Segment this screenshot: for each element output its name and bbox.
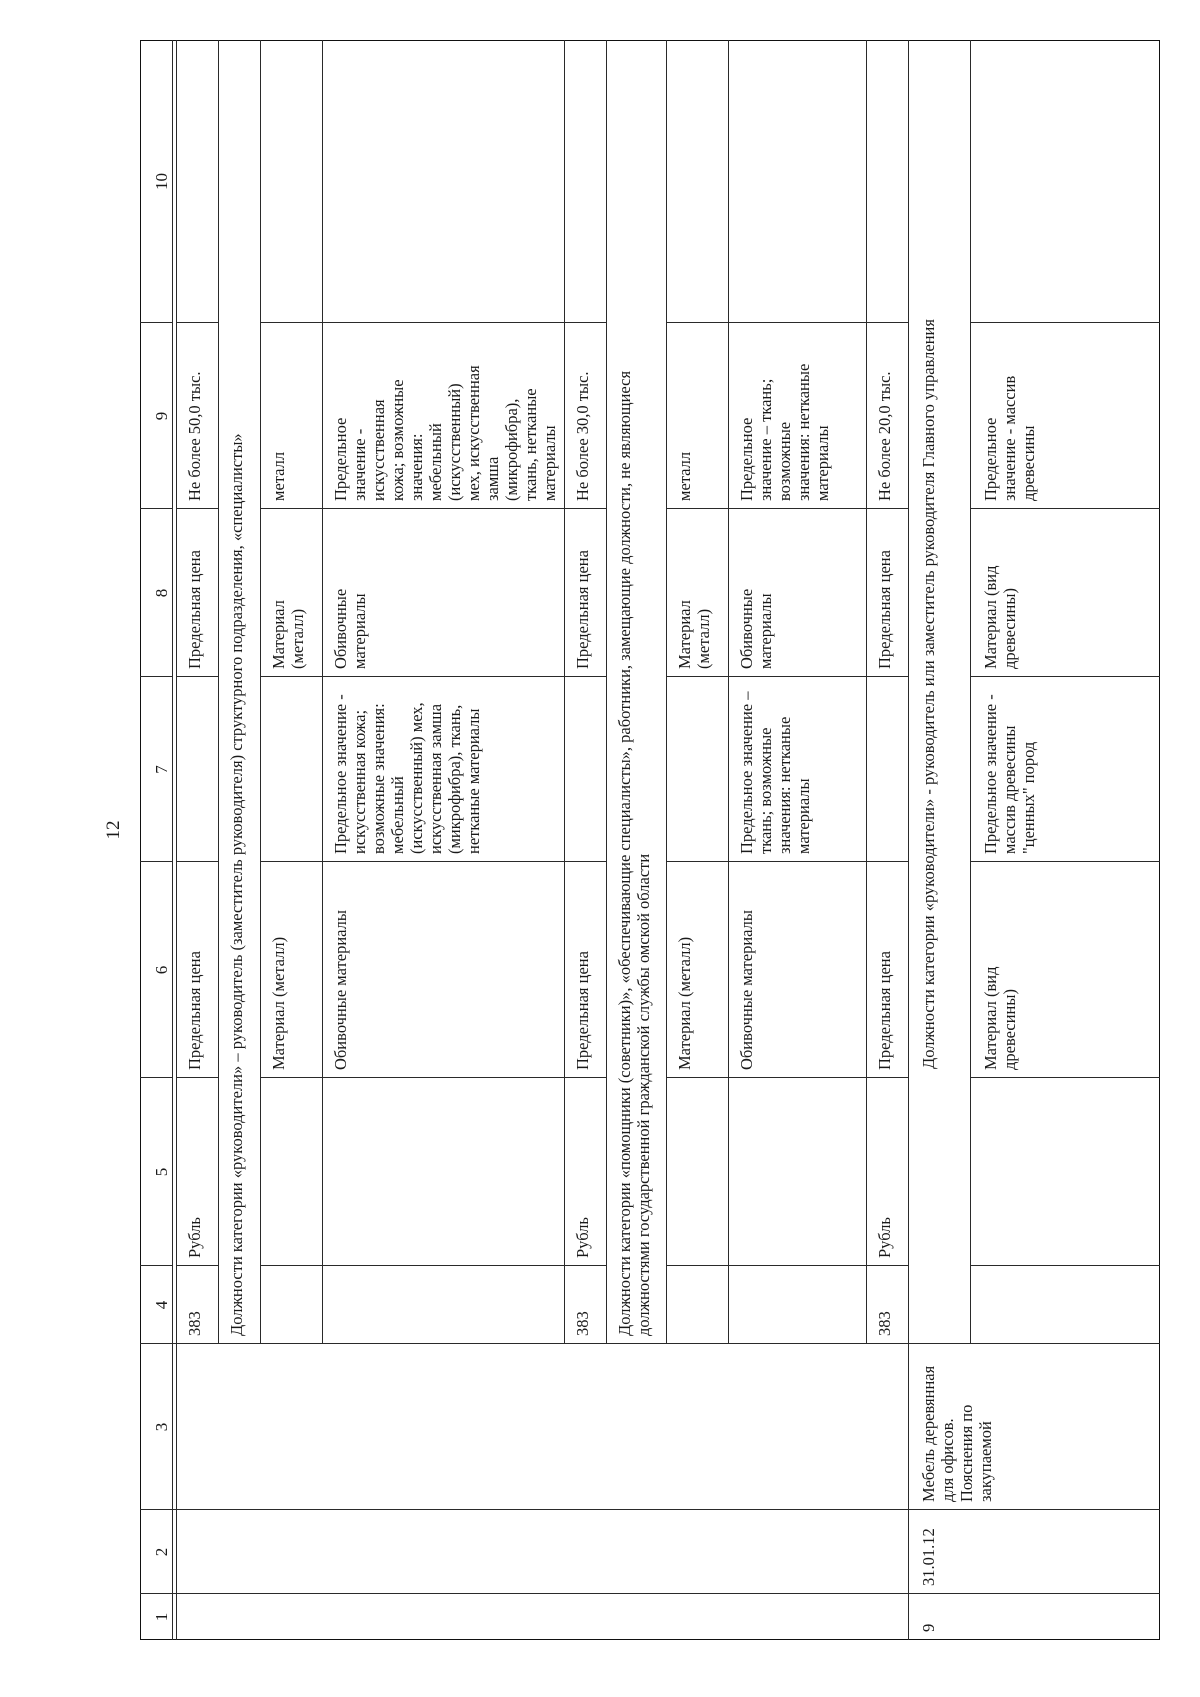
header-col-9: 9	[152, 411, 171, 421]
section-heading-managers-specialists: Должности категории «руководители» – руководитель (заместитель руководителя) структурного подразделения, «специалисты»	[227, 433, 246, 1336]
column-divider	[176, 1265, 218, 1266]
page-number: 12	[103, 820, 124, 840]
item-name: Мебель деревянная для офисов. Пояснения по закупаемой	[919, 1365, 995, 1502]
column-divider	[970, 1077, 1160, 1078]
column-divider	[970, 861, 1160, 862]
column-divider	[666, 676, 908, 677]
table-border	[140, 40, 1160, 41]
column-divider	[970, 1265, 1160, 1266]
column-divider	[260, 861, 606, 862]
row-5-value-approved: Не более 30,0 тыс.	[573, 371, 592, 501]
row-5-characteristic: Предельная цена	[573, 951, 592, 1070]
section-heading-assistants: Должности категории «помощники (советники)», «обеспечивающие специалисты», работники, замещающие должности, не являющиеся должностями государственной гражданской службы омской области	[615, 370, 653, 1336]
column-divider	[140, 322, 172, 323]
row-divider	[322, 40, 323, 1344]
column-divider	[176, 676, 218, 677]
row-5-code: 383	[573, 1311, 592, 1336]
column-divider	[140, 1343, 1160, 1344]
row-divider	[606, 40, 607, 1344]
column-divider	[140, 1077, 172, 1078]
header-col-4: 4	[152, 1300, 171, 1310]
column-divider	[140, 1509, 1160, 1510]
row-3-characteristic: Материал (металл)	[269, 936, 288, 1070]
column-divider	[140, 861, 172, 862]
column-divider	[140, 508, 172, 509]
row-divider	[260, 40, 261, 1344]
column-divider	[970, 676, 1160, 677]
column-divider	[970, 322, 1160, 323]
table-border	[140, 1639, 1160, 1640]
column-divider	[970, 508, 1160, 509]
row-5-characteristic-approved: Предельная цена	[573, 550, 592, 669]
row-9-characteristic: Предельная цена	[875, 951, 894, 1070]
row-divider	[866, 40, 867, 1344]
row-divider	[176, 40, 177, 1640]
row-1-code: 383	[185, 1311, 204, 1336]
row-divider	[970, 40, 971, 1344]
row-8-characteristic-approved: Обивочные материалы	[737, 588, 775, 669]
table-border	[140, 40, 141, 1640]
row-4-characteristic: Обивочные материалы	[331, 910, 350, 1070]
row-8-characteristic: Обивочные материалы	[737, 910, 756, 1070]
column-divider	[176, 322, 218, 323]
row-3-value-approved: металл	[269, 451, 288, 501]
header-col-1: 1	[152, 1612, 171, 1622]
header-col-5: 5	[152, 1167, 171, 1177]
column-divider	[140, 1593, 1160, 1594]
header-col-10: 10	[152, 173, 171, 190]
row-8-value: Предельное значение – ткань; возможные значения: нетканые материалы	[737, 691, 813, 854]
row-8-value-approved: Предельное значение – ткань; возможные значения: нетканые материалы	[737, 363, 832, 501]
row-divider	[172, 40, 173, 1640]
column-divider	[260, 508, 606, 509]
row-7-characteristic: Материал (металл)	[675, 936, 694, 1070]
column-divider	[666, 508, 908, 509]
column-divider	[176, 508, 218, 509]
table-border	[1159, 40, 1160, 1640]
row-9-value-approved: Не более 20,0 тыс.	[875, 371, 894, 501]
header-col-6: 6	[152, 965, 171, 975]
row-divider	[218, 40, 219, 1344]
column-divider	[666, 861, 908, 862]
row-divider	[564, 40, 565, 1344]
row-1-unit: Рубль	[185, 1217, 204, 1258]
row-1-characteristic: Предельная цена	[185, 951, 204, 1070]
header-col-8: 8	[152, 588, 171, 598]
column-divider	[140, 1265, 172, 1266]
row-11-value: Предельное значение - массив древесины "ценных" пород	[981, 694, 1038, 854]
row-4-characteristic-approved: Обивочные материалы	[331, 588, 369, 669]
row-9-unit: Рубль	[875, 1217, 894, 1258]
header-col-2: 2	[152, 1547, 171, 1557]
row-9-code: 383	[875, 1311, 894, 1336]
column-divider	[176, 1077, 218, 1078]
column-divider	[260, 676, 606, 677]
row-9-characteristic-approved: Предельная цена	[875, 550, 894, 669]
section-heading-head-of-department: Должности категории «руководители» - руководитель или заместитель руководителя Главного управления	[919, 319, 938, 1069]
row-7-characteristic-approved: Материал (металл)	[675, 600, 713, 669]
column-divider	[260, 322, 606, 323]
column-divider	[666, 1077, 908, 1078]
row-3-characteristic-approved: Материал (металл)	[269, 600, 307, 669]
column-divider	[176, 861, 218, 862]
row-4-value: Предельное значение - искусственная кожа; возможные значения: мебельный (искусственный) мех, искусственная замша (микрофибра), ткань, нетканые материалы	[331, 694, 483, 854]
column-divider	[260, 1265, 606, 1266]
row-5-unit: Рубль	[573, 1217, 592, 1258]
column-divider	[140, 676, 172, 677]
row-1-value-approved: Не более 50,0 тыс.	[185, 371, 204, 501]
row-4-value-approved: Предельное значение - искусственная кожа; возможные значения: мебельный (искусственный) мех, искусственная замша (микрофибра), ткань, нетканые материалы	[331, 365, 559, 501]
column-divider	[666, 1265, 908, 1266]
row-11-characteristic: Материал (вид древесины)	[981, 966, 1019, 1070]
row-7-value-approved: металл	[675, 451, 694, 501]
row-divider	[666, 40, 667, 1344]
item-number: 9	[919, 1623, 938, 1632]
rotated-table	[140, 40, 1160, 1640]
column-divider	[666, 322, 908, 323]
item-okpd-code: 31.01.12	[919, 1528, 938, 1586]
row-11-characteristic-approved: Материал (вид древесины)	[981, 565, 1019, 669]
header-col-3: 3	[152, 1422, 171, 1432]
column-divider	[260, 1077, 606, 1078]
row-11-value-approved: Предельное значение - массив древесины	[981, 375, 1038, 501]
row-divider	[908, 40, 909, 1640]
row-divider	[728, 40, 729, 1344]
row-1-characteristic-approved: Предельная цена	[185, 550, 204, 669]
header-col-7: 7	[152, 765, 171, 774]
